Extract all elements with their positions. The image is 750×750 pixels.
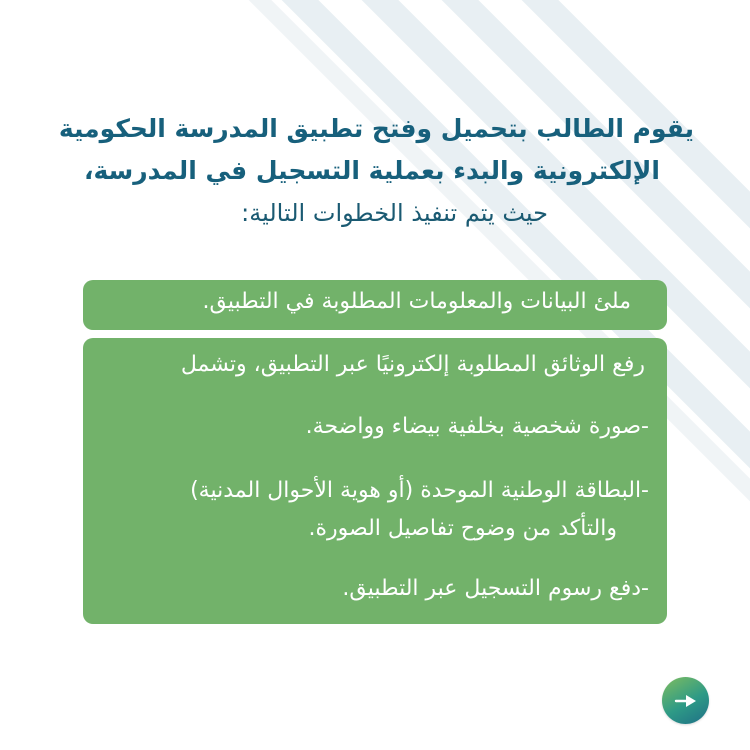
step-upload-item-photo: -صورة شخصية بخلفية بيضاء وواضحة. <box>305 414 649 439</box>
intro-heading-line-3: حيث يتم تنفيذ الخطوات التالية: <box>241 199 548 227</box>
arrow-right-icon <box>674 693 698 709</box>
intro-heading-line-1: يقوم الطالب بتحميل وفتح تطبيق المدرسة الحكومية <box>58 114 694 143</box>
intro-heading <box>54 108 694 234</box>
step-upload-item-id-line-2: والتأكد من وضوح تفاصيل الصورة. <box>308 516 617 541</box>
step-upload-item-id-line-1: -البطاقة الوطنية الموحدة (أو هوية الأحوال المدنية) <box>190 478 649 503</box>
step-upload-intro: رفع الوثائق المطلوبة إلكترونيًا عبر التطبيق، وتشمل <box>180 352 645 377</box>
step-fill-data-text: ملئ البيانات والمعلومات المطلوبة في التطبيق. <box>202 289 631 314</box>
step-card-upload-documents <box>83 338 667 624</box>
step-upload-item-fees: -دفع رسوم التسجيل عبر التطبيق. <box>342 576 649 601</box>
intro-heading-line-2: الإلكترونية والبدء بعملية التسجيل في المدرسة، <box>83 156 660 185</box>
step-card-fill-data <box>83 280 667 330</box>
next-button[interactable] <box>662 677 709 724</box>
